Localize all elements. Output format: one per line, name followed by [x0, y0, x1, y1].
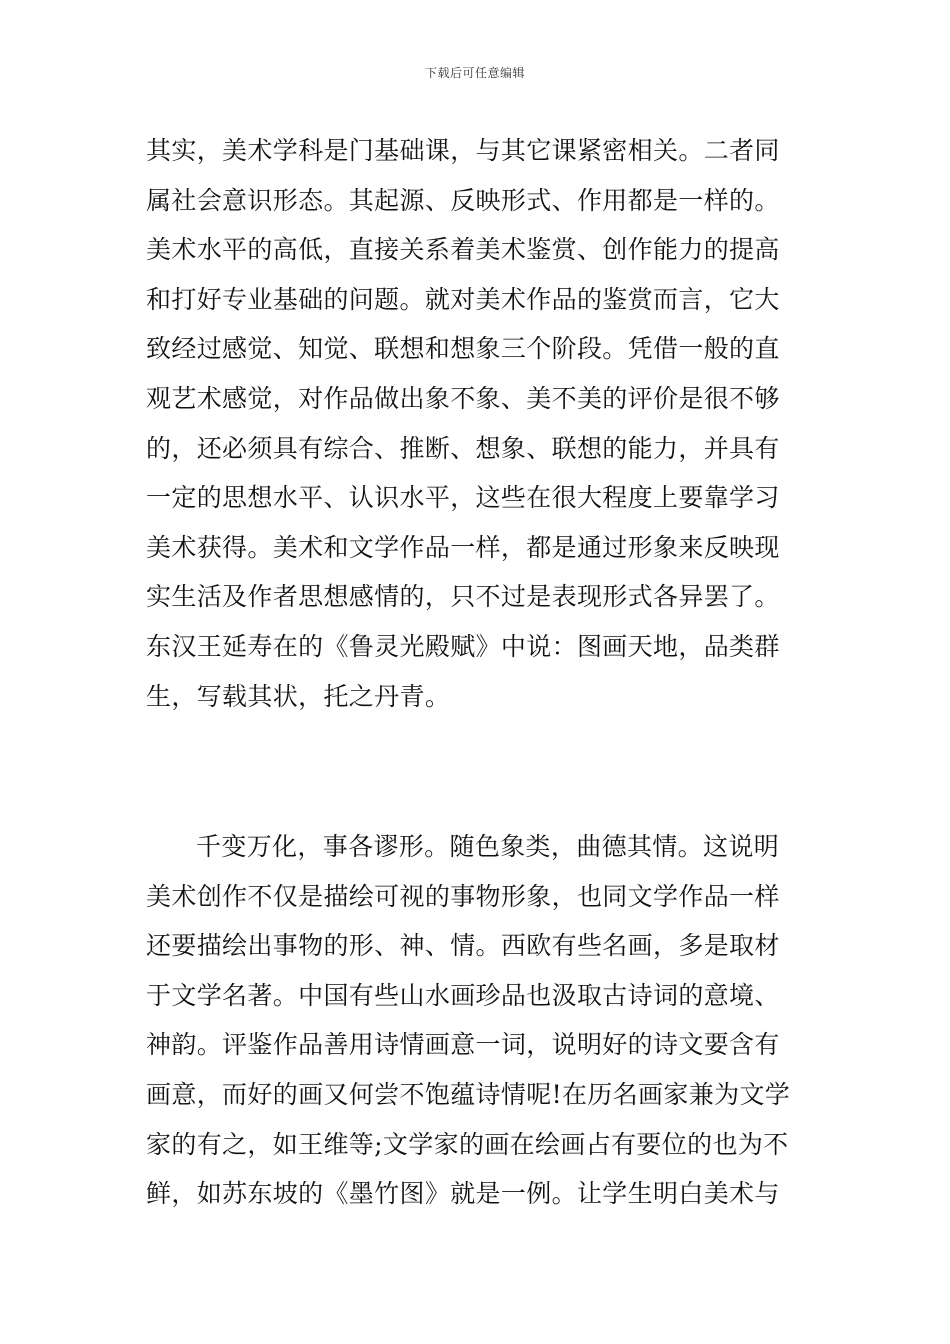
text-line: 其实，美术学科是门基础课，与其它课紧密相关。二者同	[146, 136, 780, 165]
text-line: 美术创作不仅是描绘可视的事物形象，也同文学作品一样	[146, 881, 780, 911]
text-line: 于文学名著。中国有些山水画珍品也汲取古诗词的意境、	[146, 980, 780, 1010]
text-line: 美术获得。美术和文学作品一样，都是通过形象来反映现	[146, 532, 780, 562]
page-header: 下载后可任意编辑	[424, 66, 525, 80]
text-line: 致经过感觉、知觉、联想和想象三个阶段。凭借一般的直	[146, 334, 780, 364]
text-line: 千变万化，事各谬形。随色象类，曲德其情。这说明	[196, 832, 780, 861]
text-line: 和打好专业基础的问题。就对美术作品的鉴赏而言，它大	[146, 284, 780, 314]
text-line: 观艺术感觉，对作品做出象不象、美不美的评价是很不够	[146, 383, 780, 413]
text-line: 鲜，如苏东坡的《墨竹图》就是一例。让学生明白美术与	[146, 1179, 780, 1209]
text-line: 画意，而好的画又何尝不饱蕴诗情呢!在历名画家兼为文学	[146, 1079, 791, 1109]
text-line: 还要描绘出事物的形、神、情。西欧有些名画，多是取材	[146, 931, 780, 961]
text-line: 生，写载其状，托之丹青。	[146, 681, 451, 711]
text-line: 美术水平的高低，直接关系着美术鉴赏、创作能力的提高	[146, 235, 780, 265]
paragraph-2	[146, 822, 810, 1219]
text-line: 属社会意识形态。其起源、反映形式、作用都是一样的。	[146, 185, 780, 215]
text-line: 家的有之，如王维等;文学家的画在绘画占有要位的也为不	[146, 1129, 789, 1159]
text-line: 的，还必须具有综合、推断、想象、联想的能力，并具有	[146, 433, 780, 463]
text-line: 神韵。评鉴作品善用诗情画意一词，说明好的诗文要含有	[146, 1030, 780, 1060]
text-line: 东汉王延寿在的《鲁灵光殿赋》中说：图画天地，品类群	[146, 631, 780, 661]
text-line: 一定的思想水平、认识水平，这些在很大程度上要靠学习	[146, 483, 780, 513]
paragraph-1	[146, 126, 810, 721]
text-line: 实生活及作者思想感情的，只不过是表现形式各异罢了。	[146, 582, 780, 612]
